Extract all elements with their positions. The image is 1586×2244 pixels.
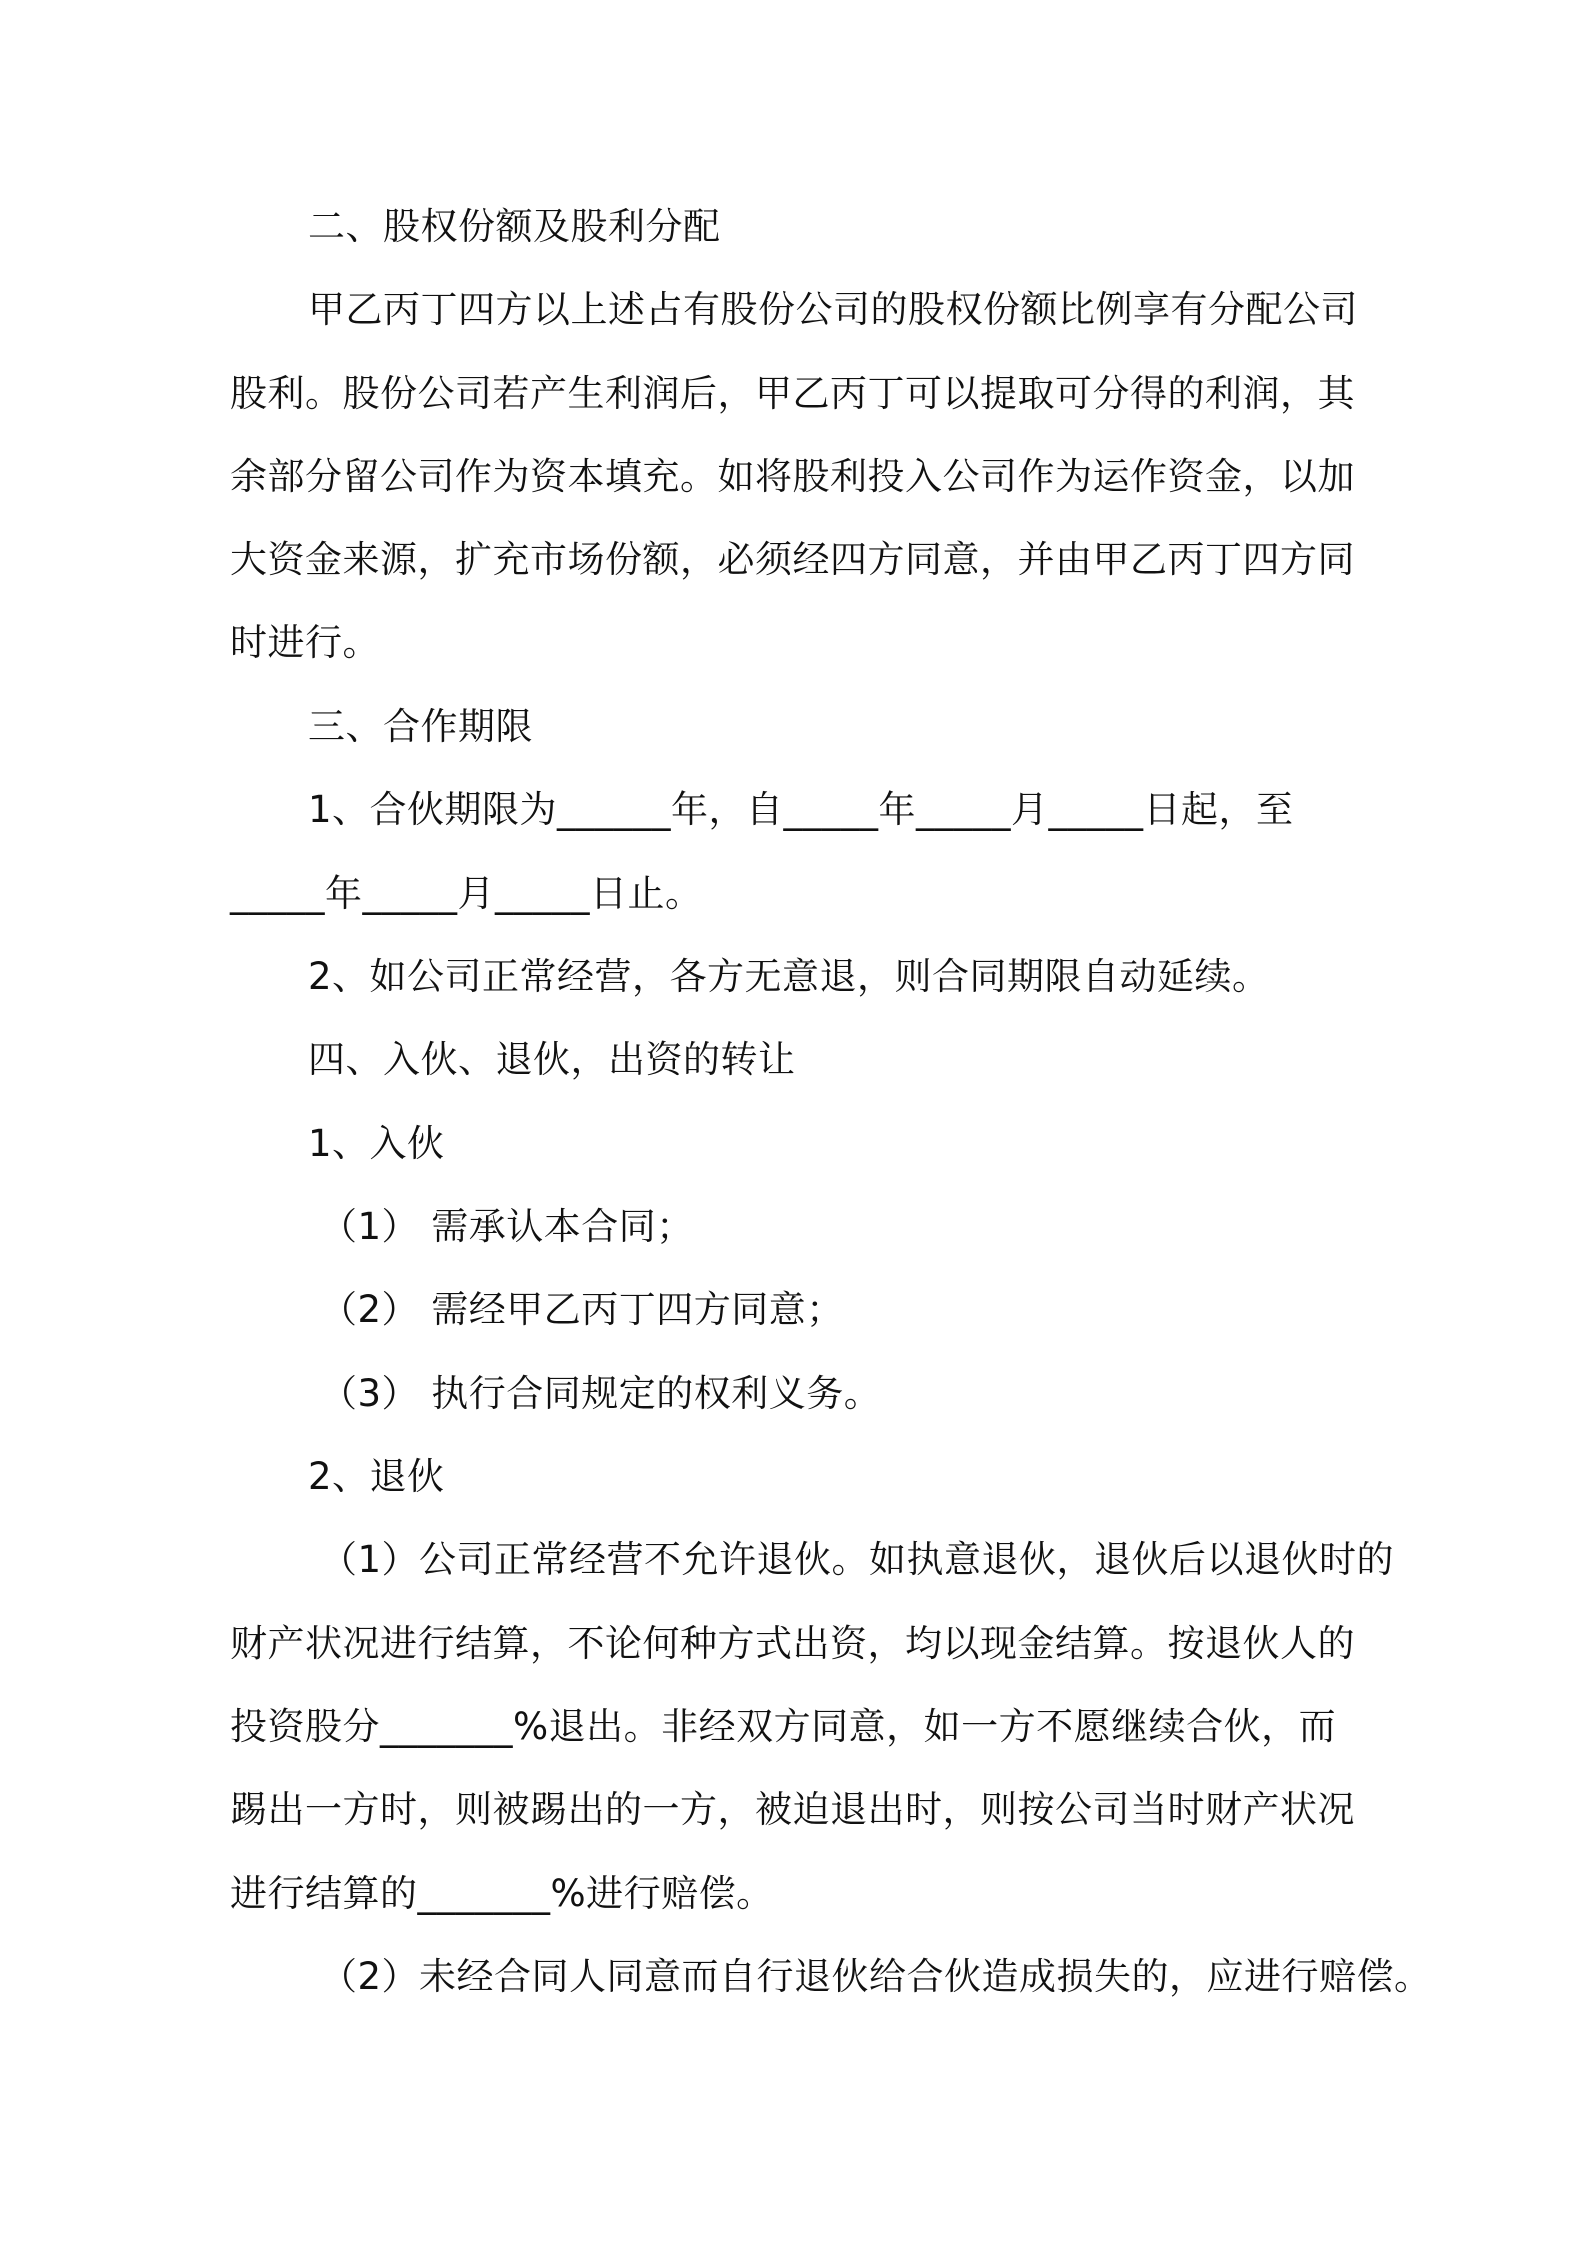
heading-equity-dividend: 二、股权份额及股利分配	[308, 205, 721, 248]
heading-join-withdraw: 四、入伙、退伙，出资的转让	[308, 1038, 796, 1081]
paragraph-line: 大资金来源，扩充市场份额，必须经四方同意，并由甲乙丙丁四方同	[230, 538, 1355, 581]
paragraph-line: _____年_____月_____日止。	[230, 872, 703, 915]
subheading-join: 1、入伙	[308, 1122, 445, 1165]
paragraph-line: 进行结算的_______%进行赔偿。	[230, 1872, 774, 1915]
list-item: （1） 需承认本合同；	[320, 1205, 694, 1248]
paragraph-line: 踢出一方时，则被踢出的一方，被迫退出时，则按公司当时财产状况	[230, 1788, 1355, 1831]
paragraph-line: 财产状况进行结算，不论何种方式出资，均以现金结算。按退伙人的	[230, 1622, 1355, 1665]
paragraph-line: 1、合伙期限为______年，自_____年_____月_____日起，至	[308, 788, 1294, 831]
paragraph-line: 甲乙丙丁四方以上述占有股份公司的股权份额比例享有分配公司	[308, 288, 1358, 331]
paragraph-line: 2、如公司正常经营，各方无意退，则合同期限自动延续。	[308, 955, 1270, 998]
paragraph-line: （2）未经合同人同意而自行退伙给合伙造成损失的，应进行赔偿。	[320, 1955, 1432, 1998]
paragraph-line: 余部分留公司作为资本填充。如将股利投入公司作为运作资金，以加	[230, 455, 1355, 498]
paragraph-line: 时进行。	[230, 621, 380, 664]
list-item: （2） 需经甲乙丙丁四方同意；	[320, 1288, 844, 1331]
list-item: （3） 执行合同规定的权利义务。	[320, 1372, 882, 1415]
paragraph-line: （1）公司正常经营不允许退伙。如执意退伙，退伙后以退伙时的	[320, 1538, 1395, 1581]
paragraph-line: 股利。股份公司若产生利润后，甲乙丙丁可以提取可分得的利润，其	[230, 372, 1355, 415]
heading-cooperation-term: 三、合作期限	[308, 705, 533, 748]
subheading-withdraw: 2、退伙	[308, 1455, 445, 1498]
paragraph-line: 投资股分_______%退出。非经双方同意，如一方不愿继续合伙，而	[230, 1705, 1337, 1748]
